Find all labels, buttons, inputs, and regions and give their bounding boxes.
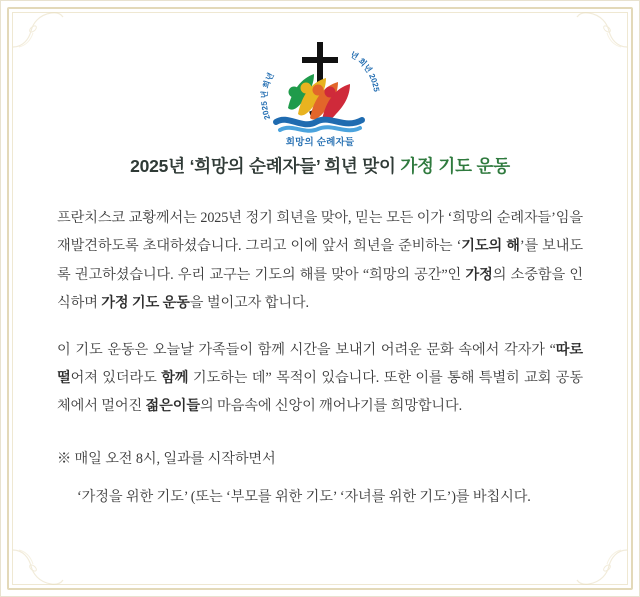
note-line-2: ‘가정을 위한 기도’ (또는 ‘부모를 위한 기도’ ‘자녀를 위한 기도’)를 바칩시다. bbox=[77, 489, 531, 506]
paragraph-1: 프란치스코 교황께서는 2025년 정기 희년을 맞아, 믿는 모든 이가 ‘희망의 순례자들’임을 재발견하도록 초대하셨습니다. 그리고 이에 앞서 희년을 준비하는 ‘기도의 해’를 보내도록 권고하셨습니다. 우리 교구는 기도의 해를 맞아 “희망의 공간”인 가정의 소중함을 인식하며 가정 기도 운동을 벌이고자 합니다. bbox=[57, 210, 583, 312]
document-body bbox=[57, 204, 583, 512]
corner-flourish-bottom-right-icon bbox=[575, 548, 629, 588]
page-title-part-2: 가정 기도 운동 bbox=[400, 156, 510, 176]
document-content bbox=[1, 1, 639, 512]
daily-prayer-note bbox=[57, 445, 583, 512]
corner-flourish-bottom-left-icon bbox=[11, 548, 65, 588]
logo-container bbox=[57, 1, 583, 148]
logo-caption: 희망의 순례자들 bbox=[285, 137, 355, 148]
page-title bbox=[57, 153, 583, 178]
svg-text:2025 년 희년: 2025 년 희년 bbox=[259, 71, 276, 121]
svg-text:년 희년 2025: 년 희년 2025 bbox=[348, 49, 382, 93]
page-title-part-1: 2025년 ‘희망의 순례자들’ 희년 맞이 bbox=[130, 156, 401, 176]
note-line-1: ※ 매일 오전 8시, 일과를 시작하면서 bbox=[57, 450, 276, 467]
jubilee-logo-icon bbox=[258, 30, 382, 146]
paragraph-2: 이 기도 운동은 오늘날 가족들이 함께 시간을 보내기 어려운 문화 속에서 각자가 “따로 떨어져 있더라도 함께 기도하는 데” 목적이 있습니다. 또한 이를 통해 특별히 교회 공동체에서 멀어진 젊은이들의 마음속에 신앙이 깨어나기를 희망합니다. bbox=[57, 341, 583, 415]
